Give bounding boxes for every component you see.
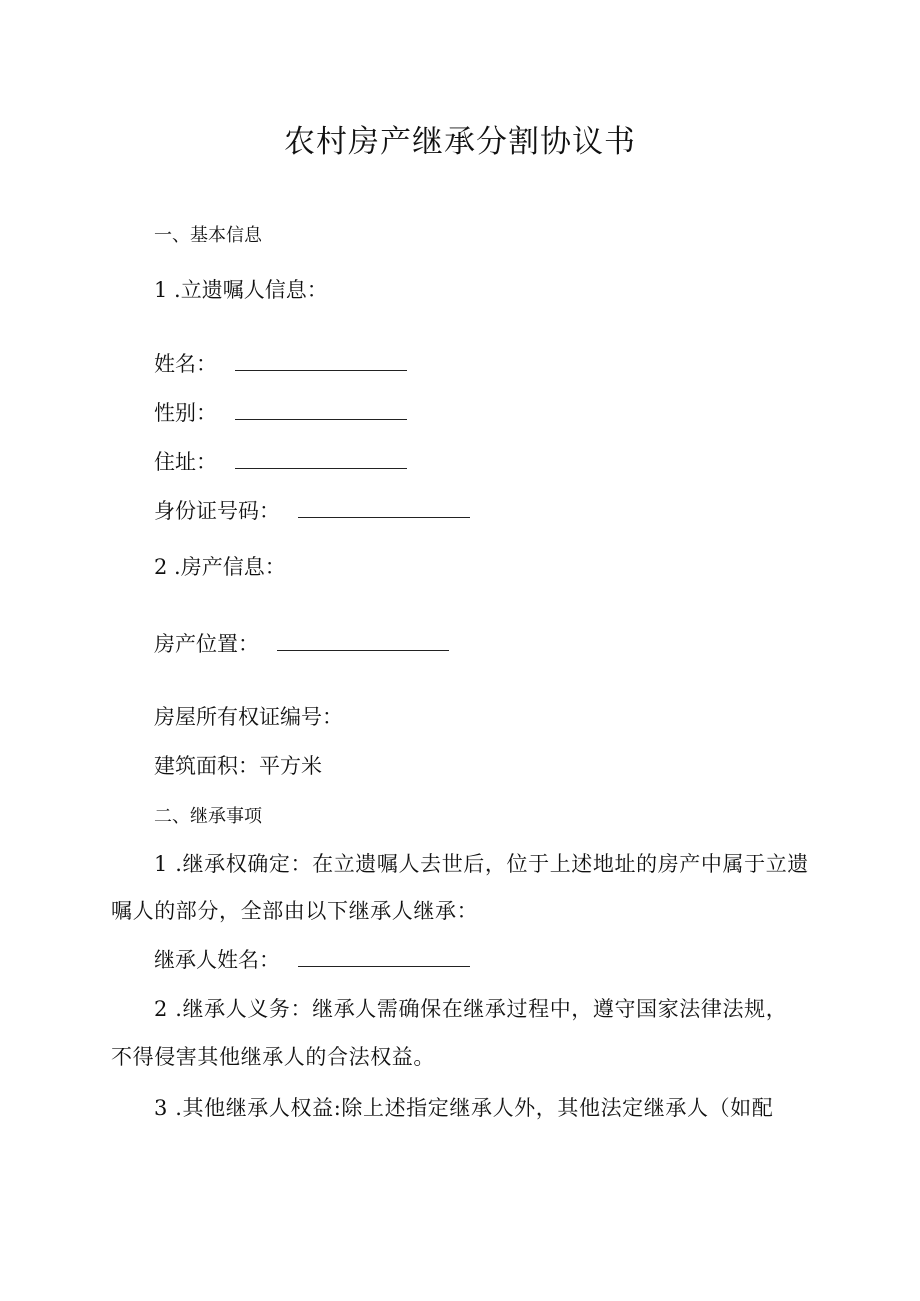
section-heading-basic-info: 一、基本信息: [154, 225, 262, 246]
field-address: [154, 448, 407, 476]
id-number-label: 身份证号码：: [154, 499, 280, 523]
item-property-info: 2 .房产信息：: [154, 555, 286, 579]
property-location-label: 房产位置：: [154, 632, 259, 656]
id-number-blank: [298, 497, 470, 518]
document-title: 农村房产继承分割协议书: [284, 124, 636, 160]
name-label: 姓名：: [154, 352, 217, 376]
field-certificate-number: 房屋所有权证编号：: [154, 705, 343, 729]
field-id-number: [154, 497, 470, 525]
field-name: [154, 350, 407, 378]
property-location-blank: [277, 630, 449, 651]
section-heading-inheritance: 二、继承事项: [154, 806, 262, 827]
heir-name-blank: [298, 946, 470, 967]
name-blank: [235, 350, 407, 371]
paragraph-heir-obligation-line1: 2 .继承人义务：继承人需确保在继承过程中，遵守国家法律法规，: [154, 997, 788, 1021]
paragraph-heir-obligation-line2: 不得侵害其他继承人的合法权益。: [111, 1045, 435, 1069]
field-gender: [154, 399, 407, 427]
paragraph-other-heirs-line1: 3 .其他继承人权益:除上述指定继承人外，其他法定继承人（如配: [154, 1096, 774, 1120]
address-blank: [235, 448, 407, 469]
field-property-location: [154, 630, 449, 658]
address-label: 住址：: [154, 450, 217, 474]
paragraph-inheritance-right-line1: 1 .继承权确定：在立遗嘱人去世后，位于上述地址的房产中属于立遗: [154, 852, 809, 876]
gender-label: 性别：: [154, 401, 217, 425]
heir-name-label: 继承人姓名：: [154, 948, 280, 972]
field-building-area: 建筑面积：平方米: [154, 754, 322, 778]
paragraph-inheritance-right-line2: 嘱人的部分，全部由以下继承人继承：: [111, 899, 479, 923]
gender-blank: [235, 399, 407, 420]
item-testator-info: 1 .立遗嘱人信息：: [154, 278, 328, 302]
field-heir-name: [154, 946, 470, 974]
